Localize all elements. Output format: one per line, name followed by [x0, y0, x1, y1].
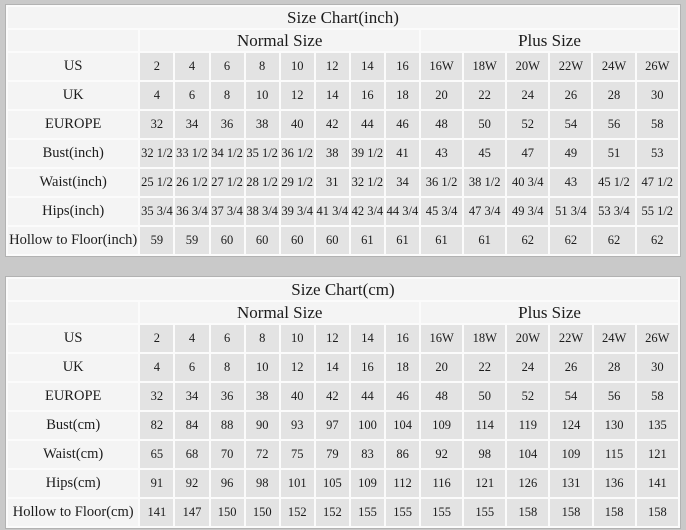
size-value-cell: 10 — [281, 325, 314, 352]
size-value-cell: 61 — [464, 227, 505, 254]
size-value-cell: 38 — [316, 140, 349, 167]
size-value-cell: 10 — [246, 82, 279, 109]
size-value-cell: 114 — [464, 412, 505, 439]
table-row — [8, 354, 678, 381]
size-value-cell: 48 — [421, 383, 462, 410]
size-chart-cm-table — [5, 276, 681, 529]
row-label: EUROPE — [8, 383, 138, 410]
size-value-cell: 45 — [464, 140, 505, 167]
size-value-cell: 49 — [550, 140, 591, 167]
size-value-cell: 32 1/2 — [351, 169, 384, 196]
table-row — [8, 140, 678, 167]
size-value-cell: 79 — [316, 441, 349, 468]
size-value-cell: 50 — [464, 383, 505, 410]
size-value-cell: 26 — [550, 82, 591, 109]
size-value-cell: 25 1/2 — [140, 169, 173, 196]
table-row — [8, 198, 678, 225]
size-value-cell: 38 — [246, 383, 279, 410]
size-value-cell: 18W — [464, 53, 505, 80]
size-value-cell: 22W — [550, 53, 591, 80]
size-value-cell: 41 3/4 — [316, 198, 349, 225]
size-value-cell: 155 — [464, 499, 505, 526]
size-value-cell: 53 3/4 — [593, 198, 634, 225]
size-value-cell: 18 — [386, 82, 419, 109]
size-value-cell: 28 1/2 — [246, 169, 279, 196]
size-value-cell: 101 — [281, 470, 314, 497]
size-value-cell: 44 — [351, 111, 384, 138]
size-value-cell: 58 — [637, 111, 678, 138]
size-value-cell: 40 3/4 — [507, 169, 548, 196]
size-value-cell: 90 — [246, 412, 279, 439]
size-value-cell: 50 — [464, 111, 505, 138]
size-value-cell: 33 1/2 — [175, 140, 208, 167]
size-value-cell: 158 — [507, 499, 548, 526]
size-value-cell: 4 — [140, 354, 173, 381]
size-value-cell: 42 — [316, 111, 349, 138]
size-value-cell: 109 — [421, 412, 462, 439]
size-value-cell: 43 — [550, 169, 591, 196]
size-value-cell: 8 — [246, 53, 279, 80]
size-value-cell: 26 1/2 — [175, 169, 208, 196]
size-value-cell: 136 — [594, 470, 635, 497]
size-value-cell: 20W — [507, 53, 548, 80]
size-value-cell: 124 — [550, 412, 591, 439]
row-label: Hips(inch) — [8, 198, 138, 225]
group-header-normal: Normal Size — [140, 302, 419, 323]
size-value-cell: 24W — [594, 325, 635, 352]
size-value-cell: 32 — [140, 383, 173, 410]
size-value-cell: 49 3/4 — [507, 198, 548, 225]
size-value-cell: 36 1/2 — [421, 169, 462, 196]
size-value-cell: 93 — [281, 412, 314, 439]
size-value-cell: 16 — [386, 53, 419, 80]
size-value-cell: 12 — [316, 325, 349, 352]
size-value-cell: 51 — [593, 140, 634, 167]
size-value-cell: 88 — [211, 412, 244, 439]
size-value-cell: 16W — [421, 325, 462, 352]
size-value-cell: 24 — [507, 82, 548, 109]
size-value-cell: 39 3/4 — [281, 198, 314, 225]
size-value-cell: 12 — [316, 53, 349, 80]
size-value-cell: 47 — [507, 140, 548, 167]
size-value-cell: 20 — [421, 82, 462, 109]
size-value-cell: 20W — [507, 325, 548, 352]
size-value-cell: 158 — [594, 499, 635, 526]
row-label: EUROPE — [8, 111, 138, 138]
row-label: Hollow to Floor(inch) — [8, 227, 138, 254]
size-value-cell: 6 — [175, 82, 208, 109]
size-value-cell: 155 — [421, 499, 462, 526]
size-value-cell: 52 — [507, 111, 548, 138]
size-value-cell: 60 — [316, 227, 349, 254]
size-value-cell: 47 3/4 — [464, 198, 505, 225]
size-value-cell: 26 — [550, 354, 591, 381]
size-value-cell: 62 — [593, 227, 634, 254]
size-value-cell: 34 — [175, 111, 208, 138]
group-header-plus: Plus Size — [421, 302, 678, 323]
size-value-cell: 54 — [550, 383, 591, 410]
size-value-cell: 62 — [507, 227, 548, 254]
table-row — [8, 383, 678, 410]
size-value-cell: 155 — [351, 499, 384, 526]
table-row — [8, 169, 678, 196]
size-value-cell: 14 — [351, 325, 384, 352]
size-value-cell: 34 1/2 — [211, 140, 244, 167]
size-value-cell: 62 — [637, 227, 678, 254]
size-value-cell: 6 — [211, 325, 244, 352]
row-label: Bust(cm) — [8, 412, 138, 439]
row-label: Waist(inch) — [8, 169, 138, 196]
size-value-cell: 97 — [316, 412, 349, 439]
size-value-cell: 56 — [593, 111, 634, 138]
size-value-cell: 58 — [637, 383, 678, 410]
size-value-cell: 54 — [550, 111, 591, 138]
size-value-cell: 16 — [386, 325, 419, 352]
size-value-cell: 4 — [140, 82, 173, 109]
size-value-cell: 60 — [281, 227, 314, 254]
size-value-cell: 26W — [637, 325, 678, 352]
size-value-cell: 36 — [211, 383, 244, 410]
size-value-cell: 20 — [421, 354, 462, 381]
table-title: Size Chart(inch) — [8, 7, 678, 28]
size-value-cell: 29 1/2 — [281, 169, 314, 196]
size-value-cell: 84 — [175, 412, 208, 439]
size-value-cell: 150 — [211, 499, 244, 526]
size-value-cell: 98 — [246, 470, 279, 497]
size-value-cell: 6 — [175, 354, 208, 381]
size-value-cell: 44 — [351, 383, 384, 410]
size-value-cell: 100 — [351, 412, 384, 439]
size-value-cell: 48 — [421, 111, 462, 138]
size-value-cell: 82 — [140, 412, 173, 439]
row-label: UK — [8, 354, 138, 381]
size-value-cell: 72 — [246, 441, 279, 468]
size-value-cell: 141 — [637, 470, 678, 497]
size-value-cell: 18W — [464, 325, 505, 352]
size-value-cell: 109 — [351, 470, 384, 497]
size-value-cell: 44 3/4 — [386, 198, 419, 225]
size-value-cell: 91 — [140, 470, 173, 497]
size-value-cell: 131 — [550, 470, 591, 497]
size-value-cell: 6 — [211, 53, 244, 80]
size-value-cell: 61 — [421, 227, 462, 254]
size-value-cell: 155 — [386, 499, 419, 526]
size-value-cell: 130 — [594, 412, 635, 439]
group-header-normal: Normal Size — [140, 30, 419, 51]
size-value-cell: 30 — [637, 82, 678, 109]
table-row — [8, 412, 678, 439]
size-value-cell: 14 — [316, 82, 349, 109]
size-value-cell: 14 — [316, 354, 349, 381]
size-value-cell: 46 — [386, 383, 419, 410]
corner-blank-cell — [8, 30, 138, 51]
size-value-cell: 39 1/2 — [351, 140, 384, 167]
row-label: Hollow to Floor(cm) — [8, 499, 138, 526]
size-value-cell: 46 — [386, 111, 419, 138]
size-chart-inch-table — [5, 4, 681, 257]
size-value-cell: 36 3/4 — [175, 198, 208, 225]
size-value-cell: 105 — [316, 470, 349, 497]
size-value-cell: 32 1/2 — [140, 140, 173, 167]
table-row — [8, 227, 678, 254]
size-value-cell: 8 — [246, 325, 279, 352]
size-value-cell: 42 3/4 — [351, 198, 384, 225]
size-value-cell: 2 — [140, 53, 173, 80]
size-value-cell: 70 — [211, 441, 244, 468]
size-value-cell: 51 3/4 — [550, 198, 591, 225]
size-value-cell: 42 — [316, 383, 349, 410]
row-label: Waist(cm) — [8, 441, 138, 468]
size-value-cell: 68 — [175, 441, 208, 468]
size-value-cell: 10 — [281, 53, 314, 80]
size-value-cell: 32 — [140, 111, 173, 138]
size-value-cell: 18 — [386, 354, 419, 381]
size-value-cell: 37 3/4 — [211, 198, 244, 225]
size-value-cell: 147 — [175, 499, 208, 526]
size-value-cell: 98 — [464, 441, 505, 468]
group-header-plus: Plus Size — [421, 30, 678, 51]
size-value-cell: 22W — [550, 325, 591, 352]
size-value-cell: 28 — [593, 82, 634, 109]
size-value-cell: 75 — [281, 441, 314, 468]
size-value-cell: 24W — [593, 53, 634, 80]
size-value-cell: 121 — [637, 441, 678, 468]
row-label: US — [8, 53, 138, 80]
size-value-cell: 47 1/2 — [637, 169, 678, 196]
size-value-cell: 45 1/2 — [593, 169, 634, 196]
size-value-cell: 34 — [386, 169, 419, 196]
size-value-cell: 31 — [316, 169, 349, 196]
size-value-cell: 38 3/4 — [246, 198, 279, 225]
size-value-cell: 45 3/4 — [421, 198, 462, 225]
row-label: Bust(inch) — [8, 140, 138, 167]
size-value-cell: 61 — [351, 227, 384, 254]
size-value-cell: 24 — [507, 354, 548, 381]
size-value-cell: 60 — [246, 227, 279, 254]
size-value-cell: 116 — [421, 470, 462, 497]
size-value-cell: 60 — [211, 227, 244, 254]
table-row — [8, 82, 678, 109]
size-value-cell: 86 — [386, 441, 419, 468]
size-value-cell: 35 3/4 — [140, 198, 173, 225]
size-value-cell: 52 — [507, 383, 548, 410]
size-value-cell: 38 — [246, 111, 279, 138]
size-value-cell: 16 — [351, 354, 384, 381]
size-value-cell: 26W — [637, 53, 678, 80]
size-value-cell: 41 — [386, 140, 419, 167]
row-label: UK — [8, 82, 138, 109]
size-value-cell: 8 — [211, 354, 244, 381]
size-value-cell: 53 — [637, 140, 678, 167]
size-value-cell: 36 — [211, 111, 244, 138]
size-value-cell: 104 — [507, 441, 548, 468]
size-value-cell: 62 — [550, 227, 591, 254]
size-value-cell: 96 — [211, 470, 244, 497]
size-value-cell: 10 — [246, 354, 279, 381]
size-value-cell: 158 — [637, 499, 678, 526]
table-row — [8, 325, 678, 352]
table-row — [8, 441, 678, 468]
size-value-cell: 2 — [140, 325, 173, 352]
size-value-cell: 158 — [550, 499, 591, 526]
size-value-cell: 141 — [140, 499, 173, 526]
size-value-cell: 92 — [175, 470, 208, 497]
size-value-cell: 56 — [594, 383, 635, 410]
size-value-cell: 40 — [281, 111, 314, 138]
size-value-cell: 12 — [281, 354, 314, 381]
size-value-cell: 22 — [464, 354, 505, 381]
size-value-cell: 83 — [351, 441, 384, 468]
size-value-cell: 43 — [421, 140, 462, 167]
size-value-cell: 59 — [175, 227, 208, 254]
size-value-cell: 30 — [637, 354, 678, 381]
size-value-cell: 119 — [507, 412, 548, 439]
table-row — [8, 470, 678, 497]
size-value-cell: 40 — [281, 383, 314, 410]
size-value-cell: 4 — [175, 325, 208, 352]
table-row — [8, 499, 678, 526]
size-value-cell: 22 — [464, 82, 505, 109]
row-label: Hips(cm) — [8, 470, 138, 497]
row-label: US — [8, 325, 138, 352]
size-value-cell: 38 1/2 — [464, 169, 505, 196]
table-title: Size Chart(cm) — [8, 279, 678, 300]
size-value-cell: 65 — [140, 441, 173, 468]
size-value-cell: 27 1/2 — [211, 169, 244, 196]
size-value-cell: 16W — [421, 53, 462, 80]
size-value-cell: 112 — [386, 470, 419, 497]
size-value-cell: 121 — [464, 470, 505, 497]
size-value-cell: 126 — [507, 470, 548, 497]
size-value-cell: 61 — [386, 227, 419, 254]
size-value-cell: 109 — [550, 441, 591, 468]
size-value-cell: 104 — [386, 412, 419, 439]
size-value-cell: 35 1/2 — [246, 140, 279, 167]
size-value-cell: 4 — [175, 53, 208, 80]
size-value-cell: 135 — [637, 412, 678, 439]
size-value-cell: 152 — [281, 499, 314, 526]
size-value-cell: 59 — [140, 227, 173, 254]
size-value-cell: 16 — [351, 82, 384, 109]
size-value-cell: 150 — [246, 499, 279, 526]
size-value-cell: 55 1/2 — [637, 198, 678, 225]
size-value-cell: 92 — [421, 441, 462, 468]
size-value-cell: 115 — [594, 441, 635, 468]
table-row — [8, 53, 678, 80]
size-value-cell: 8 — [211, 82, 244, 109]
size-value-cell: 152 — [316, 499, 349, 526]
size-value-cell: 28 — [594, 354, 635, 381]
size-value-cell: 34 — [175, 383, 208, 410]
corner-blank-cell — [8, 302, 138, 323]
size-value-cell: 14 — [351, 53, 384, 80]
table-row — [8, 111, 678, 138]
size-value-cell: 12 — [281, 82, 314, 109]
size-value-cell: 36 1/2 — [281, 140, 314, 167]
